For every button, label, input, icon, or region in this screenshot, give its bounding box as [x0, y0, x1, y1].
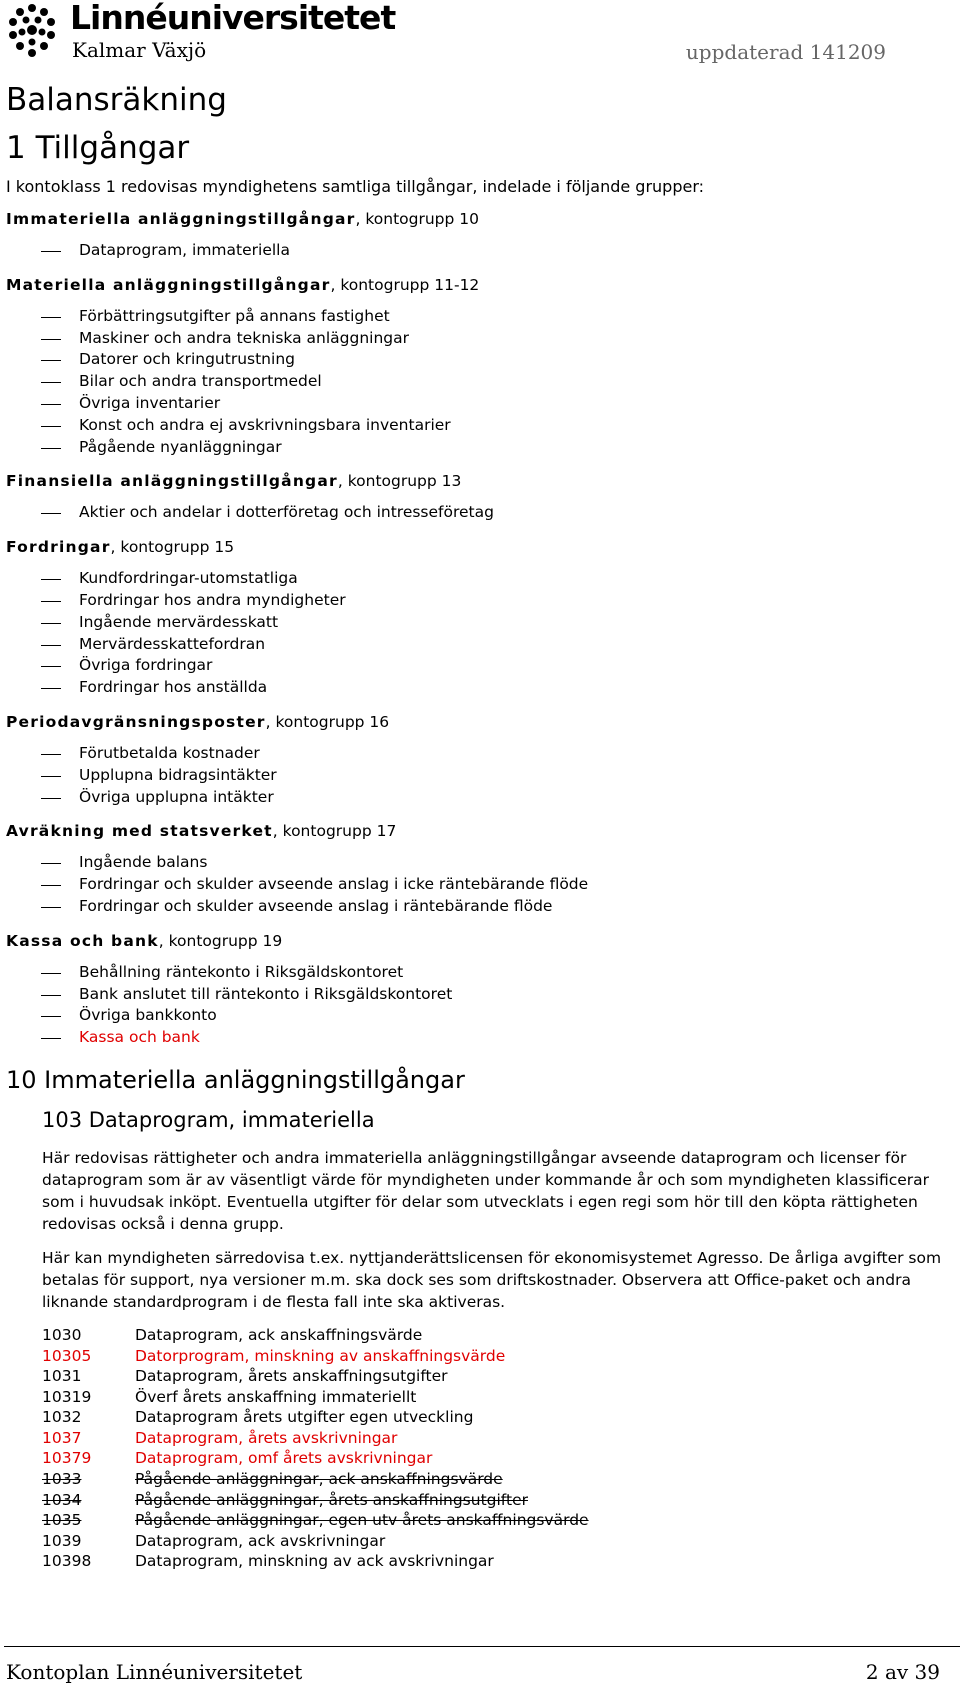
- list-item: [6, 590, 946, 612]
- university-crest-icon: [4, 2, 60, 58]
- list-item-label: Fordringar och skulder avseende anslag i icke räntebärande flöde: [79, 875, 589, 894]
- list-item-label: Fordringar hos anställda: [79, 678, 268, 697]
- group-kontogrupp: , kontogrupp 13: [337, 472, 462, 491]
- dash-bullet-icon: [41, 907, 61, 908]
- group-name: Avräkning med statsverket: [6, 822, 273, 841]
- list-item-label: Upplupna bidragsintäkter: [79, 765, 277, 784]
- list-item-label: Mervärdesskattefordran: [79, 634, 266, 653]
- list-item: [6, 240, 946, 262]
- list-item: [6, 962, 946, 984]
- group-name: Materiella anläggningstillgångar: [6, 275, 331, 294]
- list-item: [6, 568, 946, 590]
- dash-bullet-icon: [41, 885, 61, 886]
- account-number: 1035: [42, 1511, 82, 1530]
- group-kontogrupp: , kontogrupp 15: [110, 538, 235, 557]
- list-item-label: Konst och andra ej avskrivningsbara inventarier: [79, 415, 451, 434]
- list-item: [6, 677, 946, 699]
- list-item: [6, 765, 946, 787]
- list-item: [6, 437, 946, 459]
- list-item-label: Kundfordringar-utomstatliga: [79, 569, 298, 588]
- account-label: Dataprogram, årets avskrivningar: [135, 1428, 398, 1447]
- dash-bullet-icon: [41, 973, 61, 974]
- list-item: [6, 1027, 946, 1049]
- list-item: [6, 984, 946, 1006]
- account-number: 10319: [42, 1387, 92, 1406]
- group-item-list: [6, 568, 946, 699]
- list-item: [6, 612, 946, 634]
- dash-bullet-icon: [41, 426, 61, 427]
- list-item: [6, 393, 946, 415]
- dash-bullet-icon: [41, 798, 61, 799]
- footer-divider: [4, 1646, 960, 1647]
- list-item: [6, 502, 946, 524]
- document-body: [6, 78, 946, 1572]
- dash-bullet-icon: [41, 623, 61, 624]
- group-heading: [6, 274, 946, 296]
- list-item-label: Bilar och andra transportmedel: [79, 372, 322, 391]
- updated-date: uppdaterad 141209: [685, 40, 886, 64]
- list-item: [6, 349, 946, 371]
- dash-bullet-icon: [41, 666, 61, 667]
- account-label: Dataprogram, omf årets avskrivningar: [135, 1449, 433, 1468]
- page-header: [0, 0, 960, 80]
- group-kontogrupp: , kontogrupp 19: [158, 931, 283, 950]
- account-group: [6, 820, 946, 917]
- group-heading: [6, 470, 946, 492]
- list-item-label: Datorer och kringutrustning: [79, 350, 295, 369]
- logo-subtitle: Kalmar Växjö: [72, 38, 207, 62]
- footer-document-name: Kontoplan Linnéuniversitetet: [6, 1660, 303, 1684]
- account-group: [6, 470, 946, 524]
- dash-bullet-icon: [41, 579, 61, 580]
- account-groups: [6, 208, 946, 1049]
- account-label: Pågående anläggningar, årets anskaffningsutgifter: [135, 1490, 528, 1509]
- account-label: Pågående anläggningar, ack anskaffningsvärde: [135, 1470, 503, 1489]
- account-group: [6, 208, 946, 262]
- dash-bullet-icon: [41, 251, 61, 252]
- dash-bullet-icon: [41, 1016, 61, 1017]
- group-name: Finansiella anläggningstillgångar: [6, 472, 338, 491]
- list-item: [6, 743, 946, 765]
- chapter-section: [6, 1063, 946, 1572]
- dash-bullet-icon: [41, 688, 61, 689]
- account-number: 1037: [42, 1428, 82, 1447]
- list-item-label: Fordringar hos andra myndigheter: [79, 590, 346, 609]
- list-item-label: Bank anslutet till räntekonto i Riksgäldskontoret: [79, 984, 453, 1003]
- dash-bullet-icon: [41, 360, 61, 361]
- table-row: [42, 1387, 589, 1408]
- account-group: [6, 274, 946, 459]
- list-item: [6, 371, 946, 393]
- account-label: Dataprogram årets utgifter egen utveckling: [135, 1408, 474, 1427]
- account-label: Överf årets anskaffning immateriellt: [135, 1387, 417, 1406]
- table-row: [42, 1407, 589, 1428]
- dash-bullet-icon: [41, 513, 61, 514]
- dash-bullet-icon: [41, 863, 61, 864]
- list-item-label: Övriga upplupna intäkter: [79, 787, 274, 806]
- list-item-label: Behållning räntekonto i Riksgäldskontoret: [79, 962, 404, 981]
- group-heading: [6, 711, 946, 733]
- table-row: [42, 1469, 589, 1490]
- group-heading: [6, 536, 946, 558]
- group-kontogrupp: , kontogrupp 10: [355, 210, 480, 228]
- table-row: [42, 1325, 589, 1346]
- document-title: Balansräkning: [6, 82, 227, 118]
- list-item: [6, 896, 946, 918]
- group-heading: [6, 930, 946, 952]
- list-item-label: Övriga bankkonto: [79, 1006, 217, 1025]
- table-row: [42, 1428, 589, 1449]
- group-item-list: [6, 306, 946, 459]
- list-item-label: Förbättringsutgifter på annans fastighet: [79, 306, 390, 325]
- group-heading: [6, 208, 946, 230]
- table-row: [42, 1551, 589, 1572]
- dash-bullet-icon: [41, 317, 61, 318]
- dash-bullet-icon: [41, 754, 61, 755]
- account-number: 1034: [42, 1490, 82, 1509]
- account-group: [6, 930, 946, 1049]
- list-item-label: Dataprogram, immateriella: [79, 241, 290, 259]
- group-name: Immateriella anläggningstillgångar: [6, 210, 356, 228]
- dash-bullet-icon: [41, 645, 61, 646]
- account-label: Pågående anläggningar, egen utv årets anskaffningsvärde: [135, 1511, 589, 1530]
- dash-bullet-icon: [41, 404, 61, 405]
- dash-bullet-icon: [41, 339, 61, 340]
- list-item-label: Maskiner och andra tekniska anläggningar: [79, 328, 409, 347]
- group-kontogrupp: , kontogrupp 17: [272, 822, 397, 841]
- dash-bullet-icon: [41, 776, 61, 777]
- chapter-title: 10 Immateriella anläggningstillgångar: [6, 1065, 465, 1094]
- account-label: Dataprogram, minskning av ack avskrivningar: [135, 1552, 494, 1571]
- list-item: [6, 655, 946, 677]
- account-label: Dataprogram, ack avskrivningar: [135, 1531, 386, 1550]
- group-name: Fordringar: [6, 538, 111, 557]
- section-title: 1 Tillgångar: [6, 130, 190, 166]
- group-kontogrupp: , kontogrupp 16: [265, 712, 390, 731]
- table-row: [42, 1366, 589, 1387]
- account-group: [6, 711, 946, 808]
- account-number: 10305: [42, 1346, 92, 1365]
- group-name: Kassa och bank: [6, 931, 159, 950]
- group-heading: [6, 820, 946, 842]
- group-name: Periodavgränsningsposter: [6, 712, 266, 731]
- list-item-label: Kassa och bank: [79, 1028, 200, 1047]
- group-item-list: [6, 852, 946, 917]
- group-item-list: [6, 743, 946, 808]
- list-item-label: Övriga fordringar: [79, 656, 213, 675]
- account-label: Dataprogram, ack anskaffningsvärde: [135, 1325, 423, 1344]
- account-number: 10398: [42, 1552, 92, 1571]
- group-item-list: [6, 502, 946, 524]
- subchapter-title: 103 Dataprogram, immateriella: [42, 1107, 375, 1132]
- account-number: 1039: [42, 1531, 82, 1550]
- dash-bullet-icon: [41, 1038, 61, 1039]
- table-row: [42, 1448, 589, 1469]
- account-number: 1031: [42, 1367, 82, 1386]
- list-item-label: Pågående nyanläggningar: [79, 437, 282, 456]
- table-row: [42, 1490, 589, 1511]
- accounts-table: [42, 1325, 589, 1572]
- list-item: [6, 306, 946, 328]
- list-item-label: Ingående mervärdesskatt: [79, 612, 279, 631]
- list-item: [6, 328, 946, 350]
- table-row: [42, 1346, 589, 1367]
- dash-bullet-icon: [41, 995, 61, 996]
- university-logo: [4, 2, 394, 64]
- intro-text: I kontoklass 1 redovisas myndighetens samtliga tillgångar, indelade i följande grupper:: [6, 177, 705, 196]
- list-item-label: Övriga inventarier: [79, 393, 221, 412]
- account-label: Dataprogram, årets anskaffningsutgifter: [135, 1367, 448, 1386]
- account-number: 1032: [42, 1408, 82, 1427]
- list-item: [6, 852, 946, 874]
- list-item: [6, 634, 946, 656]
- group-kontogrupp: , kontogrupp 11-12: [330, 275, 480, 294]
- list-item-label: Ingående balans: [79, 853, 208, 872]
- group-item-list: [6, 240, 946, 262]
- account-group: [6, 536, 946, 699]
- list-item: [6, 1005, 946, 1027]
- account-number: 1030: [42, 1325, 82, 1344]
- group-item-list: [6, 962, 946, 1049]
- chapter-paragraph: Här redovisas rättigheter och andra immateriella anläggningstillgångar avseende dataprogram och licenser för dataprogram som är av väsentligt värde för myndigheten under kommande år och som myndigheten klassificerar som i huvudsak inköpt. Eventuella utgifter för delar som utvecklats i egen regi som hör till den köpta rättigheten redovisas också i denna grupp.: [42, 1148, 930, 1233]
- account-label: Datorprogram, minskning av anskaffningsvärde: [135, 1346, 506, 1365]
- account-number: 1033: [42, 1470, 82, 1489]
- list-item-label: Aktier och andelar i dotterföretag och intresseföretag: [79, 503, 494, 522]
- list-item: [6, 787, 946, 809]
- table-row: [42, 1510, 589, 1531]
- table-row: [42, 1531, 589, 1552]
- dash-bullet-icon: [41, 601, 61, 602]
- page-number: 2 av 39: [865, 1660, 940, 1684]
- list-item-label: Fordringar och skulder avseende anslag i räntebärande flöde: [79, 896, 553, 915]
- list-item: [6, 874, 946, 896]
- list-item-label: Förutbetalda kostnader: [79, 743, 260, 762]
- account-number: 10379: [42, 1449, 92, 1468]
- dash-bullet-icon: [41, 382, 61, 383]
- list-item: [6, 415, 946, 437]
- dash-bullet-icon: [41, 448, 61, 449]
- chapter-paragraph: Här kan myndigheten särredovisa t.ex. nyttjanderättslicensen för ekonomisystemet Agresso. De årliga avgifter som betalas för support, nya versioner m.m. ska dock ses som driftskostnader. Observera att Office-paket och andra liknande standardprogram i de flesta fall inte ska aktiveras.: [42, 1248, 942, 1311]
- logo-wordmark: Linnéuniversitetet: [70, 0, 396, 37]
- page-footer: [0, 1646, 960, 1690]
